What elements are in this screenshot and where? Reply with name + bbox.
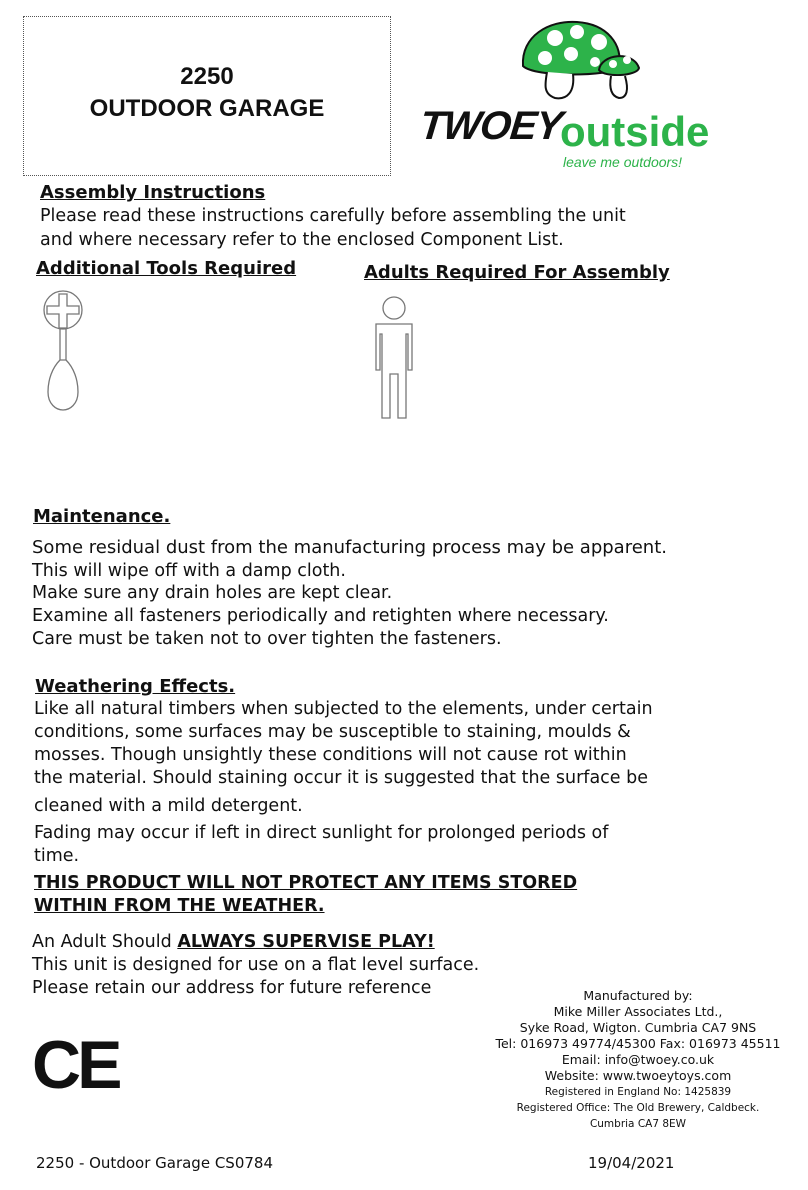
weathering-line-5: cleaned with a mild detergent. (34, 796, 303, 816)
brand-outside: outside (560, 108, 710, 155)
supervise-line-2: This unit is designed for use on a flat level surface. (32, 955, 480, 975)
ce-mark: CE (32, 1027, 119, 1103)
maintenance-line-1: Some residual dust from the manufacturing process may be apparent. (32, 537, 667, 558)
manufacturer-line: Registered Office: The Old Brewery, Caldbeck. (516, 1102, 760, 1114)
adults-heading: Adults Required For Assembly (364, 262, 670, 283)
maintenance-line-4: Examine all fasteners periodically and retighten where necessary. (32, 606, 609, 626)
manufacturer-line: Tel: 016973 49774/45300 Fax: 016973 45511 (495, 1036, 781, 1051)
weathering-line-3: mosses. Though unsightly these conditions will not cause rot within (34, 745, 627, 765)
brand-tagline: leave me outdoors! (563, 154, 683, 170)
supervise-emphasis: ALWAYS SUPERVISE PLAY! (177, 932, 435, 952)
manufacturer-line: Cumbria CA7 8EW (589, 1118, 687, 1130)
footer-left: 2250 - Outdoor Garage CS0784 (36, 1154, 273, 1172)
manufacturer-line: Registered in England No: 1425839 (544, 1086, 732, 1098)
supervise-line-3: Please retain our address for future reference (32, 978, 432, 998)
assembly-heading: Assembly Instructions (40, 182, 266, 203)
weathering-line-7: time. (34, 846, 80, 866)
manufacturer-line: Email: info@twoey.co.uk (561, 1052, 715, 1067)
supervise-prefix: An Adult Should (32, 932, 178, 952)
weathering-line-2: conditions, some surfaces may be susceptible to staining, moulds & (34, 722, 631, 742)
brand-twoey: TWOEY (417, 104, 565, 148)
maintenance-line-2: This will wipe off with a damp cloth. (32, 561, 346, 581)
manufacturer-line: Website: www.twoeytoys.com (544, 1068, 732, 1083)
weathering-line-1: Like all natural timbers when subjected to the elements, under certain (34, 699, 653, 719)
maintenance-line-5: Care must be taken not to over tighten the fasteners. (32, 629, 502, 649)
tools-heading: Additional Tools Required (36, 258, 297, 279)
model-number: 2250 (180, 63, 234, 90)
manufacturer-block (478, 988, 798, 1132)
maintenance-heading: Maintenance. (33, 506, 171, 527)
screwdriver-icon (40, 288, 90, 414)
person-icon (368, 294, 420, 422)
footer-date: 19/04/2021 (588, 1154, 675, 1172)
manufacturer-line: Syke Road, Wigton. Cumbria CA7 9NS (519, 1020, 757, 1035)
weathering-line-6: Fading may occur if left in direct sunlight for prolonged periods of (34, 823, 609, 843)
title-box (23, 16, 391, 176)
warning-line-2: WITHIN FROM THE WEATHER. (34, 896, 325, 916)
weathering-heading: Weathering Effects. (35, 676, 236, 697)
weathering-line-4: the material. Should staining occur it is suggested that the surface be (34, 768, 648, 788)
manufacturer-line: Manufactured by: (583, 988, 693, 1003)
mushroom-icon (515, 18, 645, 110)
maintenance-line-3: Make sure any drain holes are kept clear. (32, 583, 393, 603)
brand-logo (417, 18, 750, 178)
manufacturer-line: Mike Miller Associates Ltd., (553, 1004, 723, 1019)
warning-line-1: THIS PRODUCT WILL NOT PROTECT ANY ITEMS STORED (34, 873, 578, 893)
product-name: OUTDOOR GARAGE (89, 95, 325, 122)
assembly-line-1: Please read these instructions carefully before assembling the unit (40, 206, 626, 226)
assembly-line-2: and where necessary refer to the enclosed Component List. (40, 230, 564, 250)
supervise-line-1 (32, 931, 435, 955)
